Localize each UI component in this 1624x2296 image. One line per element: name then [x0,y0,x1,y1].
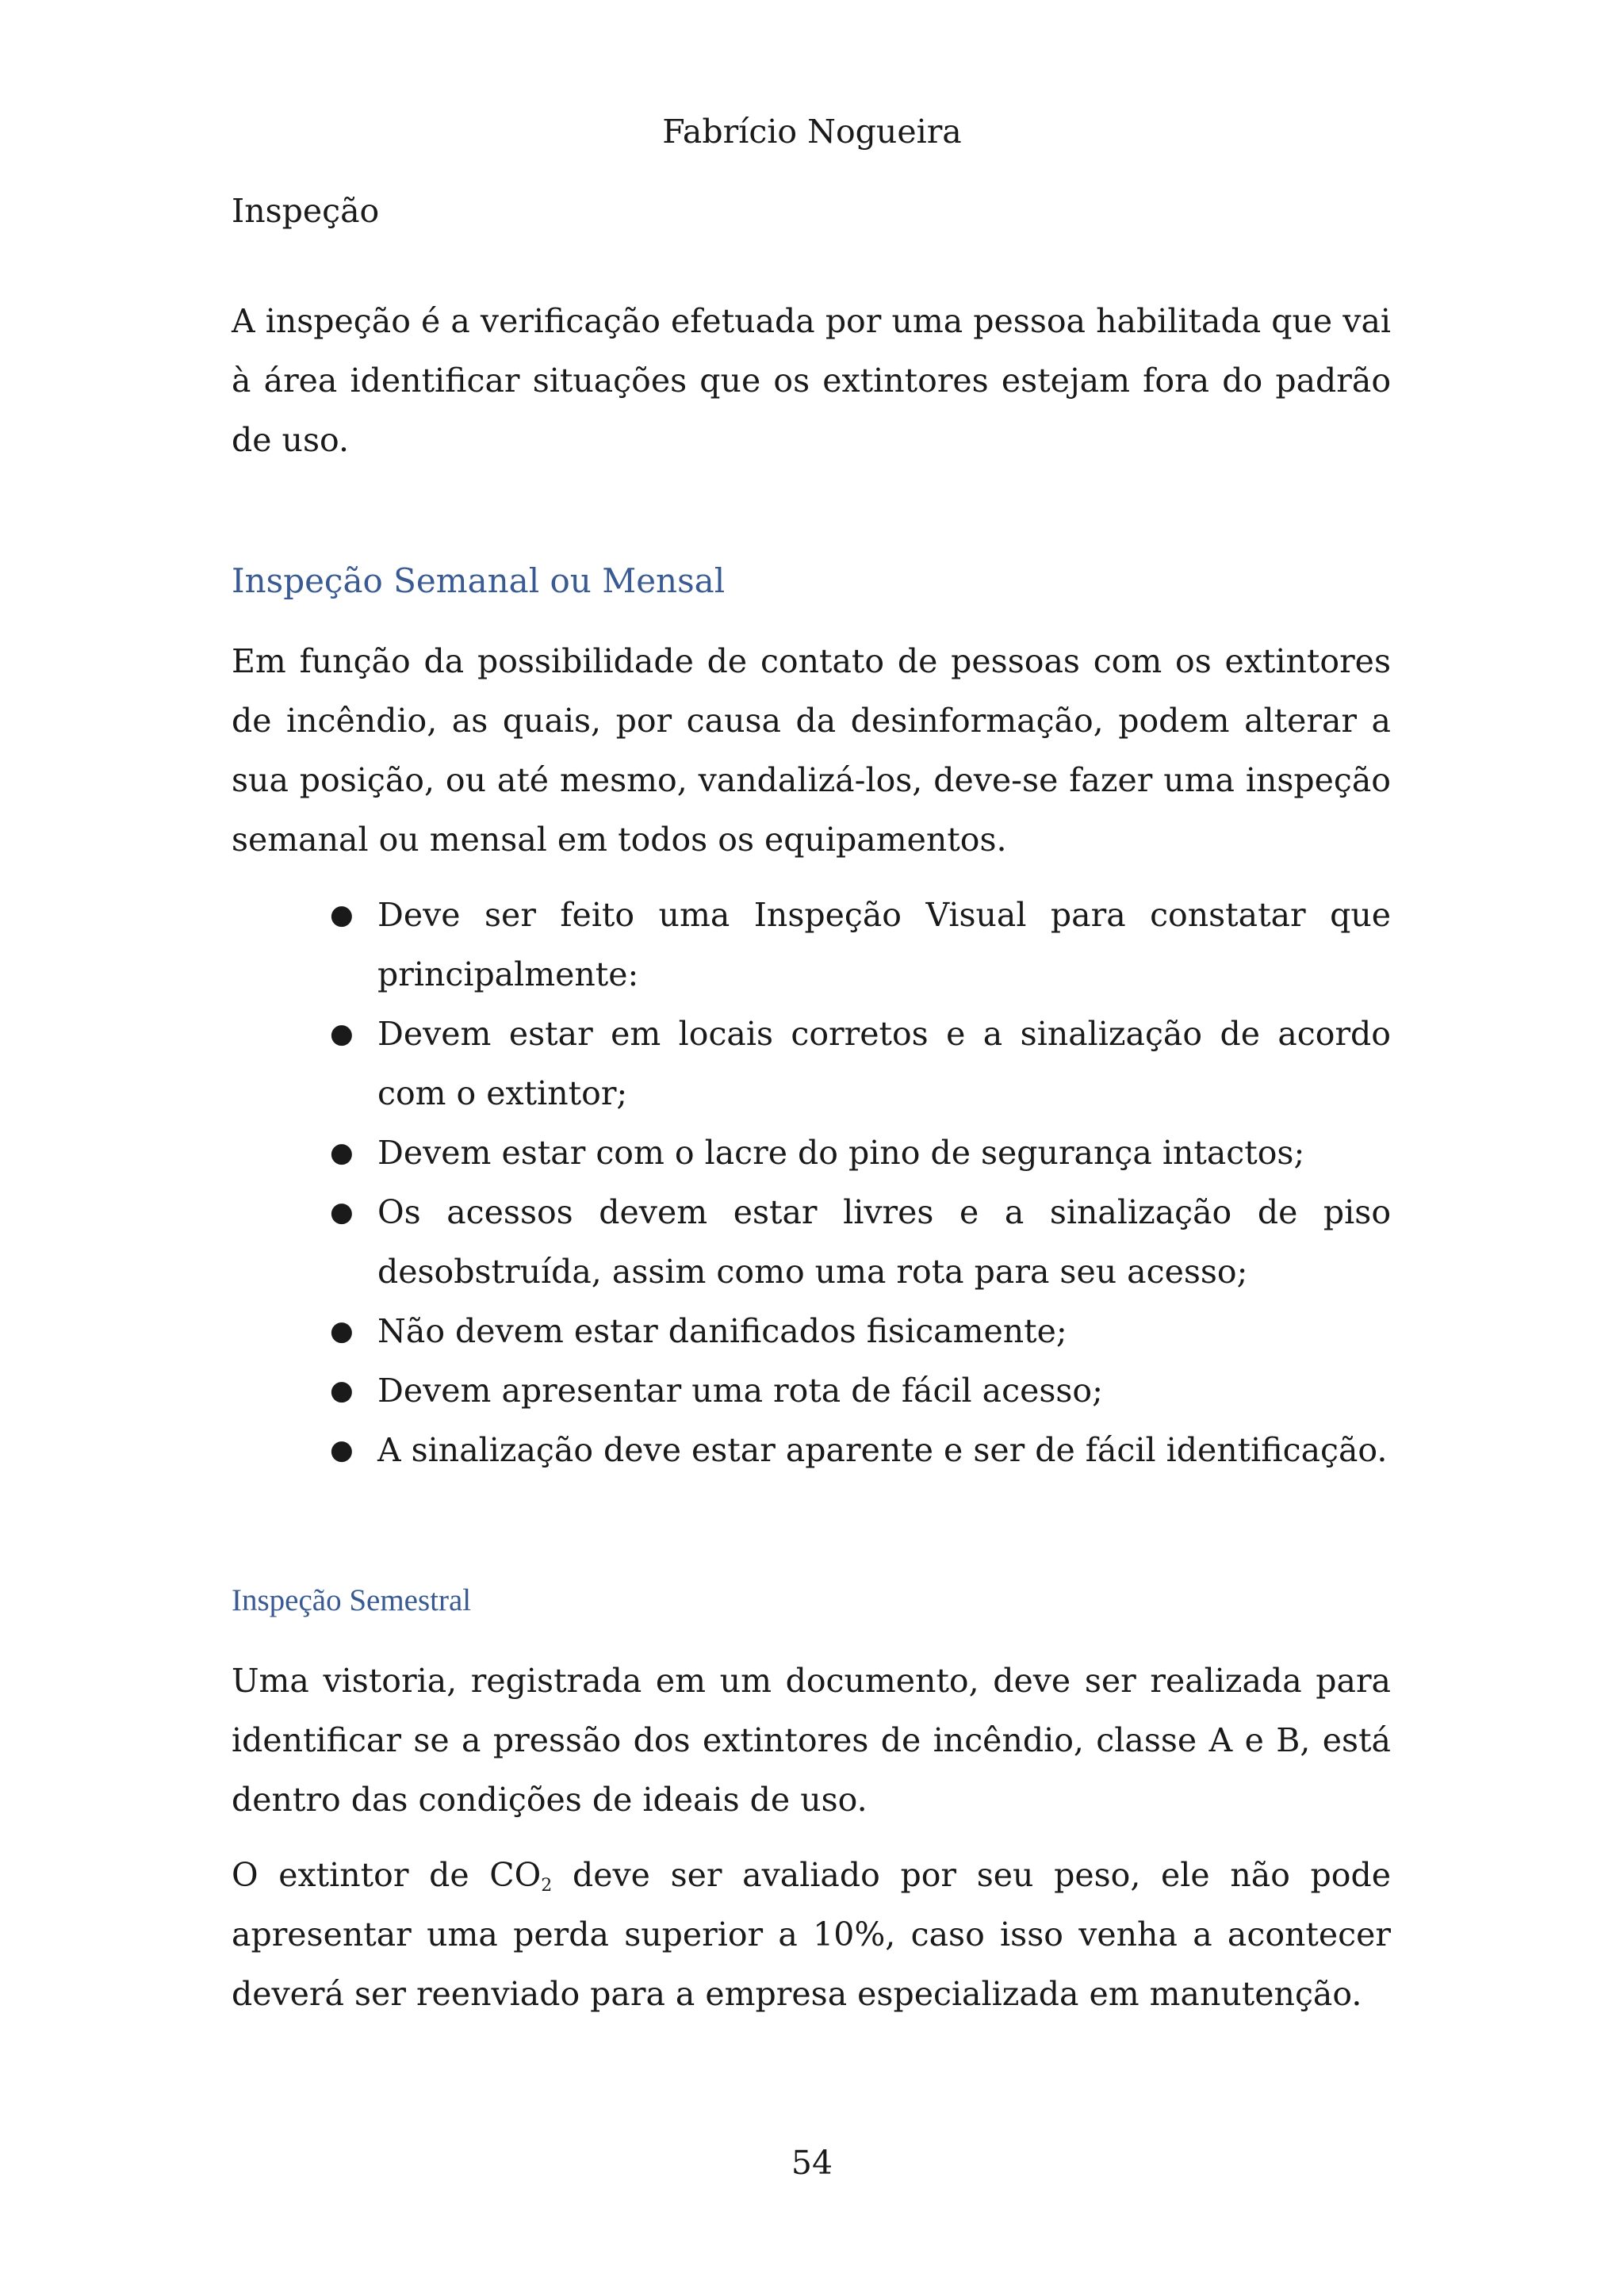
bullet-icon: ● [330,1375,354,1406]
list-item-text: Não devem estar danificados fisicamente; [377,1312,1067,1350]
bullet-icon: ● [330,1018,354,1050]
inspection-checklist [232,886,1391,1480]
list-item [330,1123,1391,1183]
list-item-text: Deve ser feito uma Inspeção Visual para constatar que principalmente: [377,896,1391,993]
list-item-text: A sinalização deve estar aparente e ser de fácil identificação. [377,1431,1388,1469]
bullet-icon: ● [330,1137,354,1169]
semester-inspection-heading: Inspeção Semestral [232,1583,472,1617]
bullet-icon: ● [330,1434,354,1466]
list-item-text: Devem estar em locais corretos e a sinalização de acordo com o extintor; [377,1015,1391,1112]
bullet-icon: ● [330,899,354,931]
running-header-author: Fabrício Nogueira [662,113,962,151]
page-number: 54 [791,2144,833,2182]
co2-extinguisher-paragraph: O extintor de $CO_2$ deve ser avaliado por seu peso, ele não pode apresentar uma perda superior a 10%, caso isso venha a acontecer deverá ser reenviado para a empresa especializada em manutenção. [232,1856,1391,2013]
weekly-inspection-heading: Inspeção Semanal ou Mensal [232,561,726,600]
list-item [330,1183,1391,1302]
weekly-inspection-paragraph: Em função da possibilidade de contato de pessoas com os extintores de incêndio, as quais, por causa da desinformação, podem alterar a sua posição, ou até mesmo, vandalizá-los, deve-se fazer uma inspeção semanal ou mensal em todos os equipamentos. [232,642,1391,859]
list-item-text: Devem apresentar uma rota de fácil acesso; [377,1372,1103,1410]
list-item [330,1004,1391,1123]
intro-paragraph: A inspeção é a verificação efetuada por uma pessoa habilitada que vai à área identificar situações que os extintores estejam fora do padrão de uso. [232,302,1391,459]
list-item [330,886,1391,1004]
list-item-text: Os acessos devem estar livres e a sinalização de piso desobstruída, assim como uma rota para seu acesso; [377,1193,1391,1291]
list-item [330,1302,1391,1361]
co2-subscript: 2 [541,1876,553,1896]
list-item [330,1361,1391,1421]
page-content [232,189,1391,2024]
list-item-text: Devem estar com o lacre do pino de segurança intactos; [377,1134,1305,1172]
list-item [330,1421,1391,1480]
section-label: Inspeção [232,192,380,230]
bullet-icon: ● [330,1196,354,1228]
bullet-icon: ● [330,1315,354,1347]
semester-inspection-paragraph: Uma vistoria, registrada em um documento, deve ser realizada para identificar se a pressão dos extintores de incêndio, classe A e B, está dentro das condições de ideais de uso. [232,1662,1391,1819]
